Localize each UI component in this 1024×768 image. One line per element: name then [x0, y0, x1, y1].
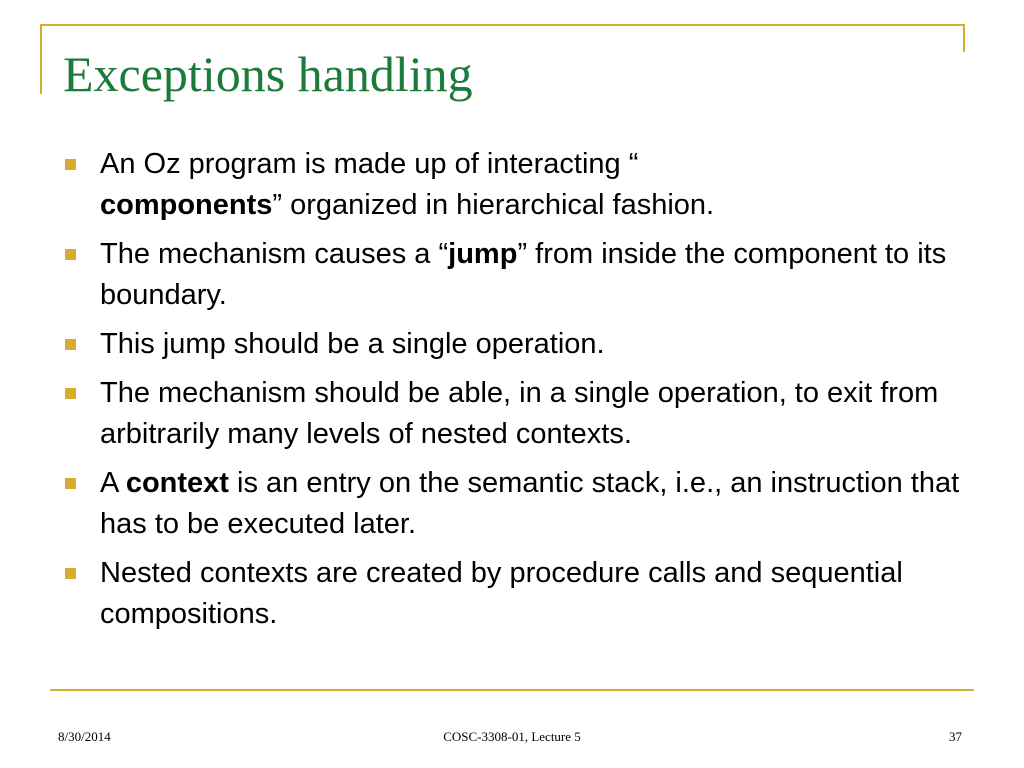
frame-left-rule — [40, 24, 42, 94]
bullet-list — [65, 144, 980, 643]
bullet-text — [100, 148, 714, 221]
bullet-text — [100, 328, 605, 360]
slide-title: Exceptions handling — [63, 46, 473, 102]
square-bullet-icon — [65, 339, 76, 350]
square-bullet-icon — [65, 159, 76, 170]
footer-rule — [50, 689, 974, 691]
square-bullet-icon — [65, 478, 76, 489]
bullet-text — [100, 377, 938, 450]
bullet-segment: A — [100, 467, 126, 499]
bullet-emphasis: context — [125, 467, 229, 499]
bullet-segment: The mechanism causes a “ — [100, 238, 449, 270]
bullet-segment: is an entry on the semantic stack, i.e., an instruction that has to be executed later. — [100, 467, 960, 540]
bullet-segment: ” from inside the component to its boundary. — [100, 238, 947, 311]
bullet-emphasis: jump — [448, 238, 518, 270]
square-bullet-icon — [65, 249, 76, 260]
square-bullet-icon — [65, 568, 76, 579]
bullet-segment: The mechanism should be able, in a single operation, to exit from arbitrarily many levels of nested contexts. — [100, 377, 939, 450]
bullet-item — [65, 373, 980, 455]
bullet-segment: Nested contexts are created by procedure calls and sequential compositions. — [100, 557, 903, 630]
bullet-text — [100, 557, 903, 630]
bullet-emphasis: components — [100, 189, 273, 221]
footer-date: 8/30/2014 — [58, 729, 111, 744]
bullet-segment: This jump should be a single operation. — [100, 328, 605, 360]
footer-page-number: 37 — [949, 729, 962, 744]
bullet-text — [100, 238, 946, 311]
bullet-segment: An Oz program is made up of interacting “ — [100, 148, 639, 180]
bullet-item — [65, 553, 980, 635]
bullet-item — [65, 324, 980, 365]
frame-top-rule — [40, 24, 965, 26]
footer-course: COSC-3308-01, Lecture 5 — [443, 729, 581, 744]
bullet-item — [65, 463, 980, 545]
bullet-segment: ” organized in hierarchical fashion. — [272, 189, 715, 221]
square-bullet-icon — [65, 388, 76, 399]
bullet-item — [65, 234, 980, 316]
bullet-item — [65, 144, 980, 226]
frame-right-rule — [963, 24, 965, 52]
bullet-text — [100, 467, 959, 540]
